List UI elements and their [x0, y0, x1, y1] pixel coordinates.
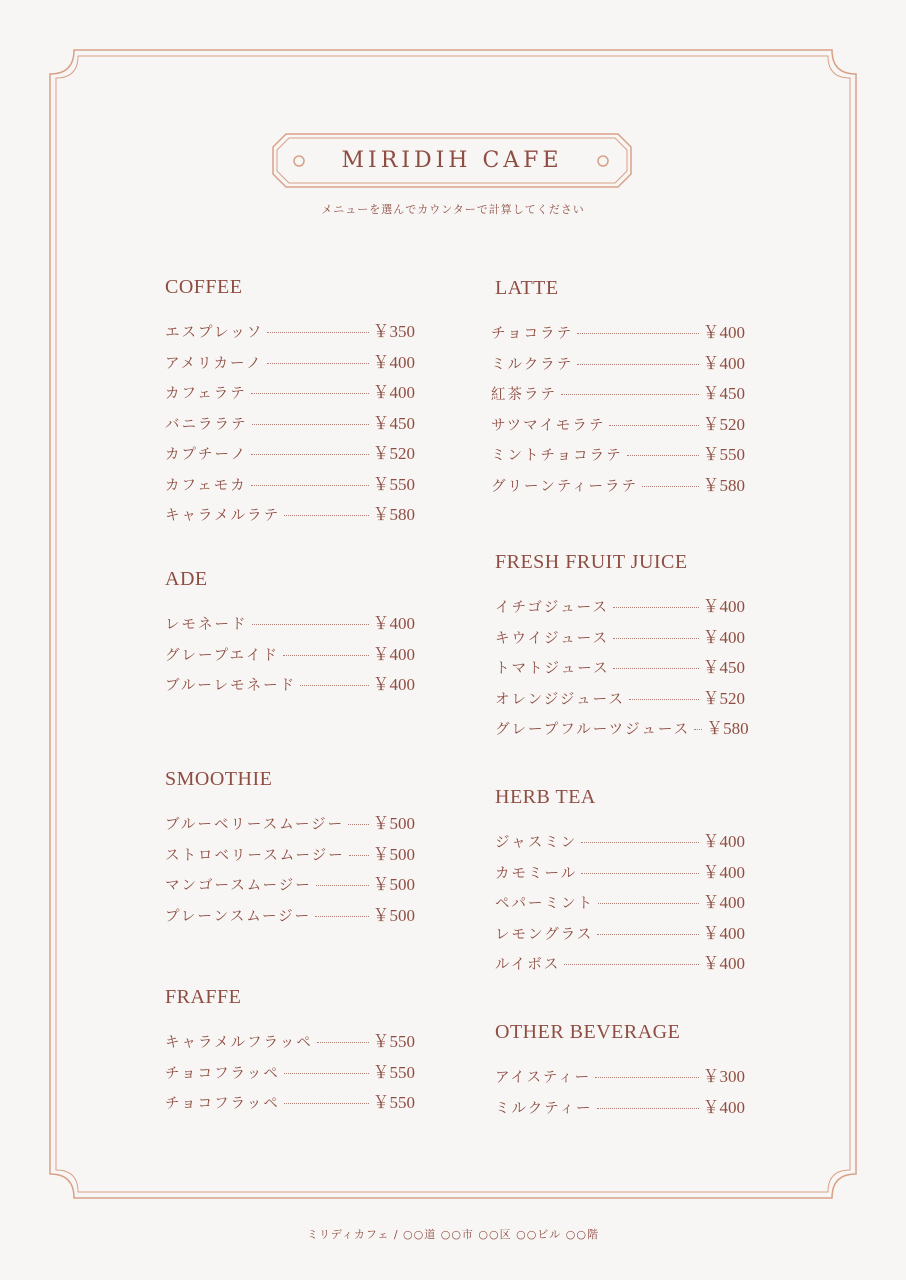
menu-item: [165, 317, 415, 348]
menu-item-name: レモングラス: [495, 926, 594, 943]
menu-item-name: グレープフルーツジュース: [495, 722, 691, 738]
menu-item-name: アイスティー: [495, 1070, 592, 1086]
dot-leader: [561, 394, 699, 395]
dot-leader: [597, 1108, 699, 1109]
dot-leader: [252, 424, 369, 425]
dot-leader: [577, 333, 698, 334]
menu-item-name: カプチーノ: [165, 447, 248, 463]
menu-item-price: ￥400: [372, 675, 415, 694]
menu-item: [491, 379, 745, 410]
menu-item-price: ￥580: [372, 505, 415, 524]
dot-leader: [300, 685, 368, 686]
section-coffee: [165, 276, 415, 531]
menu-item-price: ￥550: [372, 474, 415, 494]
menu-item-price: ￥550: [372, 1093, 415, 1112]
menu-item: [491, 318, 745, 349]
section-ade: [165, 568, 415, 701]
menu-item-price: ￥400: [372, 352, 415, 372]
menu-item-name: マンゴースムージー: [165, 878, 312, 894]
menu-item-price: ￥400: [702, 627, 745, 647]
menu-item-price: ￥300: [702, 1067, 745, 1086]
menu-item: [495, 653, 745, 684]
menu-item: [495, 858, 745, 889]
dot-leader: [251, 454, 368, 455]
section-other-beverage: [495, 1021, 745, 1123]
cafe-name: MIRIDIH CAFE: [341, 148, 563, 173]
menu-item-price: ￥500: [372, 814, 415, 833]
menu-item-price: ￥400: [702, 954, 745, 973]
dot-leader: [284, 1073, 369, 1074]
menu-item-name: カフェラテ: [165, 386, 247, 402]
menu-item: [495, 888, 745, 919]
menu-item-name: 紅茶ラテ: [491, 387, 557, 403]
section-latte: [491, 277, 745, 501]
menu-item-price: ￥520: [372, 444, 415, 463]
section-title: HERB TEA: [495, 786, 596, 808]
dot-leader: [564, 964, 698, 965]
menu-item-price: ￥400: [702, 923, 745, 943]
dot-leader: [267, 363, 369, 364]
dot-leader: [613, 638, 698, 639]
dot-leader: [316, 885, 369, 886]
menu-item-price: ￥500: [372, 844, 415, 864]
menu-item: [495, 592, 745, 623]
dot-leader: [577, 364, 698, 365]
dot-leader: [642, 486, 698, 487]
menu-item-price: ￥400: [372, 644, 415, 664]
menu-item: [165, 640, 415, 671]
section-title: OTHER BEVERAGE: [495, 1021, 681, 1043]
section-title: COFFEE: [165, 276, 243, 298]
menu-item-name: ミルクティー: [495, 1100, 593, 1117]
menu-item: [165, 1058, 415, 1089]
dot-leader: [581, 873, 698, 874]
menu-item-price: ￥550: [702, 445, 745, 464]
dot-leader: [349, 855, 369, 856]
menu-item: [495, 919, 745, 950]
menu-item-price: ￥400: [702, 353, 745, 373]
menu-item-price: ￥520: [702, 414, 745, 434]
menu-item-name: ブルーレモネード: [165, 678, 297, 694]
menu-item-price: ￥400: [372, 383, 415, 402]
section-title: ADE: [165, 568, 208, 590]
cafe-logo-badge: [272, 133, 632, 188]
menu-item: [491, 349, 745, 380]
menu-item: [165, 870, 415, 901]
dot-leader: [613, 607, 699, 608]
menu-item-price: ￥400: [702, 832, 745, 851]
menu-item-price: ￥580: [702, 475, 745, 495]
section-title: FRAFFE: [165, 986, 242, 1008]
section-smoothie: [165, 768, 415, 931]
menu-item: [165, 378, 415, 409]
menu-item-name: ミントチョコラテ: [491, 448, 623, 464]
dot-leader: [595, 1077, 698, 1078]
menu-item-price: ￥400: [702, 1097, 745, 1117]
menu-item-name: ストロベリースムージー: [165, 847, 345, 864]
menu-item-name: ルイボス: [495, 957, 561, 973]
menu-item-name: トマトジュース: [495, 661, 610, 677]
menu-item-name: グリーンティーラテ: [491, 478, 639, 495]
menu-item-name: グレープエイド: [165, 647, 280, 664]
menu-item-name: イチゴジュース: [495, 600, 609, 616]
section-fresh-fruit-juice: [495, 551, 749, 745]
menu-item-price: ￥350: [372, 322, 415, 341]
dot-leader: [317, 1042, 369, 1043]
menu-item: [165, 609, 415, 640]
menu-item-name: チョコフラッペ: [165, 1096, 280, 1112]
menu-item-price: ￥400: [702, 893, 745, 912]
menu-item: [165, 901, 415, 932]
menu-subtitle: メニューを選んでカウンターで計算してください: [321, 203, 585, 216]
menu-item-price: ￥450: [372, 413, 415, 433]
dot-leader: [251, 485, 369, 486]
dot-leader: [315, 916, 368, 917]
dot-leader: [283, 655, 368, 656]
dot-leader: [613, 668, 698, 669]
menu-item: [165, 500, 415, 531]
menu-item: [495, 827, 745, 858]
menu-item-name: プレーンスムージー: [165, 908, 312, 925]
menu-item-price: ￥450: [702, 658, 745, 677]
menu-item-price: ￥500: [372, 875, 415, 894]
menu-item: [495, 714, 749, 745]
menu-item: [165, 1027, 415, 1058]
menu-item: [165, 409, 415, 440]
dot-leader: [284, 1103, 369, 1104]
menu-item-name: キャラメルフラッペ: [165, 1035, 313, 1051]
dot-leader: [252, 624, 369, 625]
menu-item-name: キウイジュース: [495, 630, 610, 647]
menu-item-name: エスプレッソ: [165, 325, 264, 341]
menu-item-name: ブルーベリースムージー: [165, 817, 345, 833]
menu-item: [165, 840, 415, 871]
menu-item-name: バニララテ: [165, 416, 248, 433]
menu-item-name: レモネード: [165, 617, 248, 633]
menu-item-name: ミルクラテ: [491, 356, 574, 373]
menu-item-price: ￥400: [702, 862, 745, 882]
section-fraffe: [165, 986, 415, 1119]
menu-item-price: ￥450: [702, 384, 745, 403]
menu-item-name: カフェモカ: [165, 477, 247, 494]
menu-item: [495, 949, 745, 980]
menu-item-price: ￥520: [702, 688, 745, 708]
dot-leader: [251, 393, 369, 394]
dot-leader: [267, 332, 368, 333]
dot-leader: [629, 699, 699, 700]
menu-item: [165, 470, 415, 501]
menu-item-name: カモミール: [495, 865, 578, 882]
menu-item: [495, 684, 745, 715]
menu-item: [165, 670, 415, 701]
menu-item-name: チョコフラッペ: [165, 1065, 280, 1082]
dot-leader: [609, 425, 698, 426]
menu-item-name: ジャスミン: [495, 835, 578, 851]
menu-item: [491, 471, 745, 502]
menu-item-price: ￥550: [372, 1062, 415, 1082]
menu-item-name: チョコラテ: [491, 326, 574, 342]
dot-leader: [348, 824, 368, 825]
menu-item: [495, 1093, 745, 1124]
menu-item-name: アメリカーノ: [165, 355, 263, 372]
menu-item-name: キャラメルラテ: [165, 508, 281, 524]
menu-item: [491, 410, 745, 441]
dot-leader: [598, 903, 699, 904]
menu-item: [165, 439, 415, 470]
dot-leader: [627, 455, 699, 456]
menu-item-price: ￥400: [372, 614, 415, 633]
menu-item-name: ペパーミント: [495, 896, 594, 912]
menu-item: [165, 1088, 415, 1119]
menu-item-price: ￥400: [702, 597, 745, 616]
menu-item-price: ￥500: [372, 905, 415, 925]
dot-leader: [597, 934, 698, 935]
menu-item: [495, 623, 745, 654]
menu-item-price: ￥550: [372, 1032, 415, 1051]
menu-item-name: オレンジジュース: [495, 691, 625, 708]
section-herb-tea: [495, 786, 745, 980]
section-title: LATTE: [495, 277, 559, 299]
dot-leader: [581, 842, 698, 843]
dot-leader: [694, 729, 702, 730]
footer-address: ミリディカフェ / ○○道 ○○市 ○○区 ○○ビル ○○階: [306, 1228, 600, 1241]
menu-item-name: サツマイモラテ: [491, 417, 606, 434]
section-title: SMOOTHIE: [165, 768, 273, 790]
menu-item-price: ￥400: [702, 323, 745, 342]
dot-leader: [284, 515, 368, 516]
menu-item: [165, 348, 415, 379]
menu-item: [495, 1062, 745, 1093]
menu-item-price: ￥580: [706, 719, 749, 738]
section-title: FRESH FRUIT JUICE: [495, 551, 688, 573]
menu-item: [165, 809, 415, 840]
menu-item: [491, 440, 745, 471]
